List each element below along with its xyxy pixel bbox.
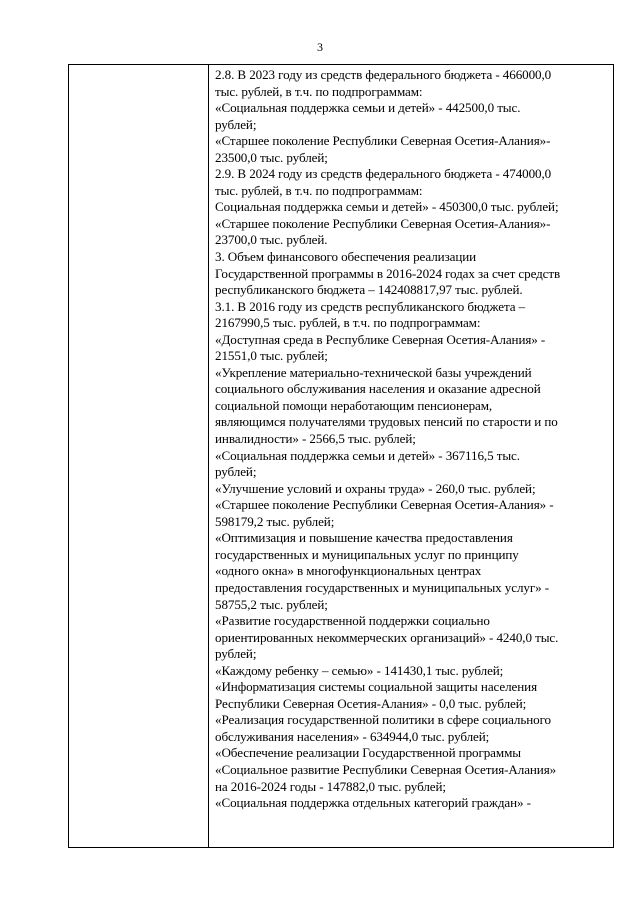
text-line: тыс. рублей, в т.ч. по подпрограммам: (215, 83, 423, 99)
text-line: 3. Объем финансового обеспечения реализации (215, 249, 477, 265)
text-line: «одного окна» в многофункциональных центрах (215, 563, 482, 579)
text-block (215, 67, 609, 812)
text-line: социального обслуживания населения и оказание адресной (215, 381, 541, 397)
text-line: 23700,0 тыс. рублей. (215, 232, 328, 248)
text-line: «Оптимизация и повышение качества предоставления (215, 530, 513, 546)
text-line: республиканского бюджета – 142408817,97 тыс. рублей. (215, 282, 523, 298)
table-cell-content (209, 65, 614, 848)
text-line: государственных и муниципальных услуг по принципу (215, 546, 519, 562)
table-cell-label (69, 65, 209, 848)
text-line: «Старшее поколение Республики Северная Осетия-Алания»- (215, 215, 551, 231)
text-line: 598179,2 тыс. рублей; (215, 513, 335, 529)
text-line: Социальная поддержка семьи и детей» - 450300,0 тыс. рублей; (215, 199, 559, 215)
text-line: «Социальная поддержка семьи и детей» - 367116,5 тыс. (215, 447, 520, 463)
text-line: 23500,0 тыс. рублей; (215, 149, 328, 165)
funding-table (68, 64, 614, 848)
text-line: «Старшее поколение Республики Северная Осетия-Алания»- (215, 133, 551, 149)
text-line: на 2016-2024 годы - 147882,0 тыс. рублей; (215, 778, 446, 794)
text-line: инвалидности» - 2566,5 тыс. рублей; (215, 431, 416, 447)
text-line: рублей; (215, 116, 257, 132)
text-line: 2167990,5 тыс. рублей, в т.ч. по подпрограммам: (215, 315, 481, 331)
text-line: рублей; (215, 464, 257, 480)
text-line: рублей; (215, 646, 257, 662)
text-line: «Социальная поддержка семьи и детей» - 442500,0 тыс. (215, 100, 521, 116)
text-line: «Доступная среда в Республике Северная Осетия-Алания» - (215, 331, 546, 347)
text-line: «Социальная поддержка отдельных категорий граждан» - (215, 795, 531, 811)
text-line: тыс. рублей, в т.ч. по подпрограммам: (215, 182, 423, 198)
text-line: «Старшее поколение Республики Северная Осетия-Алания» - (215, 497, 554, 513)
text-line: обслуживания населения» - 634944,0 тыс. рублей; (215, 728, 490, 744)
text-line: 21551,0 тыс. рублей; (215, 348, 328, 364)
text-line: «Улучшение условий и охраны труда» - 260,0 тыс. рублей; (215, 480, 536, 496)
text-line: «Информатизация системы социальной защиты населения (215, 679, 537, 695)
text-line: «Социальное развитие Республики Северная Осетия-Алания» (215, 761, 557, 777)
text-line: Государственной программы в 2016-2024 годах за счет средств (215, 265, 561, 281)
text-line: 3.1. В 2016 году из средств республиканского бюджета – (215, 298, 526, 314)
text-line: социальной помощи неработающим пенсионерам, (215, 397, 493, 413)
text-line: ориентированных некоммерческих организаций» - 4240,0 тыс. (215, 629, 559, 645)
page-number: 3 (317, 40, 323, 54)
text-line: «Развитие государственной поддержки социально (215, 613, 490, 629)
text-line: предоставления государственных и муниципальных услуг» - (215, 579, 549, 595)
text-line: «Реализация государственной политики в сфере социального (215, 712, 551, 728)
text-line: «Укрепление материально-технической базы учреждений (215, 364, 532, 380)
text-line: «Обеспечение реализации Государственной программы (215, 745, 521, 761)
text-line: являющимся получателями трудовых пенсий по старости и по (215, 414, 558, 430)
text-line: «Каждому ребенку – семью» - 141430,1 тыс. рублей; (215, 662, 504, 678)
text-line: 2.8. В 2023 году из средств федерального бюджета - 466000,0 (215, 67, 552, 82)
text-line: Республики Северная Осетия-Алания» - 0,0 тыс. рублей; (215, 695, 527, 711)
text-line: 2.9. В 2024 году из средств федерального бюджета - 474000,0 (215, 166, 552, 182)
table-row (69, 65, 614, 848)
text-line: 58755,2 тыс. рублей; (215, 596, 328, 612)
